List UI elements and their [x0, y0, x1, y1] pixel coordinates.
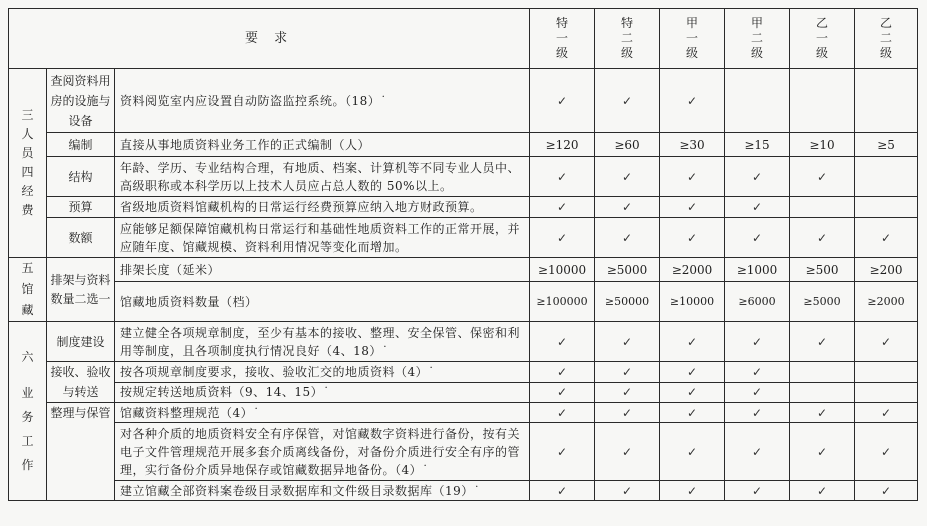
mark-cell: ≥15 — [725, 133, 790, 157]
mark-cell: ✓ — [725, 322, 790, 362]
level-header-b-2: 乙 二 级 — [855, 9, 918, 69]
mark-cell: ✓ — [725, 218, 790, 258]
mark-cell: ✓ — [660, 197, 725, 218]
mark-cell: ✓ — [595, 362, 660, 383]
mark-cell: ✓ — [790, 403, 855, 423]
mark-cell: ✓ — [595, 218, 660, 258]
table-row — [9, 403, 918, 423]
mark-cell — [855, 197, 918, 218]
subcategory-cell: 制度建设 — [47, 322, 115, 362]
level-header-a-2: 甲 二 级 — [725, 9, 790, 69]
subcategory-cell: 编制 — [47, 133, 115, 157]
subcategory-cell: 整理与保管 — [47, 403, 115, 501]
mark-cell: ✓ — [530, 403, 595, 423]
level-header-b-1: 乙 一 级 — [790, 9, 855, 69]
table-row — [9, 423, 918, 481]
mark-cell: ≥50000 — [595, 282, 660, 322]
table-row — [9, 218, 918, 258]
mark-cell: ≥60 — [595, 133, 660, 157]
mark-cell: ≥1000 — [725, 258, 790, 282]
mark-cell: ✓ — [660, 218, 725, 258]
mark-cell: ✓ — [595, 481, 660, 501]
mark-cell: ✓ — [725, 197, 790, 218]
table-row — [9, 282, 918, 322]
subcategory-cell: 结构 — [47, 157, 115, 197]
mark-cell: ≥2000 — [855, 282, 918, 322]
mark-cell: ✓ — [530, 197, 595, 218]
mark-cell: ✓ — [595, 157, 660, 197]
mark-cell: ✓ — [530, 322, 595, 362]
header-row — [9, 9, 918, 69]
mark-cell: ≥10000 — [660, 282, 725, 322]
mark-cell: ✓ — [530, 423, 595, 481]
requirement-cell: 建立馆藏全部资料案卷级目录数据库和文件级目录数据库（19）˙ — [115, 481, 530, 501]
mark-cell: ✓ — [790, 218, 855, 258]
mark-cell: ✓ — [660, 481, 725, 501]
mark-cell: ✓ — [855, 218, 918, 258]
section-label-personnel-funding: 三 人 员 四 经 费 — [9, 69, 47, 258]
level-header-a-1: 甲 一 级 — [660, 9, 725, 69]
requirement-cell: 排架长度（延米） — [115, 258, 530, 282]
table-row — [9, 69, 918, 133]
mark-cell: ✓ — [790, 423, 855, 481]
requirement-cell: 年龄、学历、专业结构合理，有地质、档案、计算机等不同专业人员中、高级职称或本科学历以上技术人员应占总人数的 50%以上。 — [115, 157, 530, 197]
mark-cell — [790, 382, 855, 403]
mark-cell: ≥5000 — [790, 282, 855, 322]
requirement-cell: 应能够足额保障馆藏机构日常运行和基础性地质资料工作的正常开展，并应随年度、馆藏规模、资料利用情况等变化而增加。 — [115, 218, 530, 258]
mark-cell: ✓ — [530, 362, 595, 383]
mark-cell: ✓ — [595, 69, 660, 133]
mark-cell: ≥100000 — [530, 282, 595, 322]
mark-cell: ✓ — [790, 481, 855, 501]
requirement-cell: 资料阅览室内应设置自动防盗监控系统。（18）˙ — [115, 69, 530, 133]
mark-cell: ≥6000 — [725, 282, 790, 322]
mark-cell: ≥2000 — [660, 258, 725, 282]
requirement-cell: 馆藏资料整理规范（4）˙ — [115, 403, 530, 423]
mark-cell: ≥5000 — [595, 258, 660, 282]
requirement-cell: 对各种介质的地质资料安全有序保管，对馆藏数字资料进行备份，按有关电子文件管理规范开展多套介质离线备份，对备份介质进行安全有序的管理，实行备份介质异地保存或馆藏数据异地备份。（4）˙ — [115, 423, 530, 481]
mark-cell: ✓ — [595, 322, 660, 362]
mark-cell — [790, 69, 855, 133]
mark-cell: ✓ — [530, 481, 595, 501]
mark-cell — [855, 362, 918, 383]
mark-cell: ≥500 — [790, 258, 855, 282]
mark-cell: ✓ — [790, 157, 855, 197]
subcategory-cell: 查阅资料用房的设施与设备 — [47, 69, 115, 133]
mark-cell: ✓ — [595, 423, 660, 481]
mark-cell — [855, 157, 918, 197]
mark-cell: ✓ — [725, 157, 790, 197]
mark-cell: ≥200 — [855, 258, 918, 282]
mark-cell: ✓ — [595, 382, 660, 403]
mark-cell — [790, 362, 855, 383]
mark-cell — [790, 197, 855, 218]
mark-cell: ≥120 — [530, 133, 595, 157]
subcategory-cell: 排架与资料数量二选一 — [47, 258, 115, 322]
table-row — [9, 133, 918, 157]
mark-cell: ✓ — [855, 481, 918, 501]
mark-cell: ✓ — [530, 157, 595, 197]
subcategory-cell: 预算 — [47, 197, 115, 218]
mark-cell: ≥30 — [660, 133, 725, 157]
requirement-cell: 建立健全各项规章制度，至少有基本的接收、整理、安全保管、保密和利用等制度，且各项制度执行情况良好（4、18）˙ — [115, 322, 530, 362]
mark-cell: ✓ — [530, 382, 595, 403]
table-row — [9, 382, 918, 403]
requirements-header: 要 求 — [9, 9, 530, 69]
mark-cell: ✓ — [660, 157, 725, 197]
table-row — [9, 322, 918, 362]
level-header-special-2: 特 二 级 — [595, 9, 660, 69]
mark-cell — [855, 69, 918, 133]
section-label-operations: 六 业 务 工 作 — [9, 322, 47, 501]
requirement-cell: 直接从事地质资料业务工作的正式编制（人） — [115, 133, 530, 157]
mark-cell: ✓ — [595, 403, 660, 423]
requirement-cell: 按各项规章制度要求，接收、验收汇交的地质资料（4）˙ — [115, 362, 530, 383]
mark-cell: ✓ — [725, 481, 790, 501]
level-header-special-1: 特 一 级 — [530, 9, 595, 69]
mark-cell: ✓ — [855, 403, 918, 423]
mark-cell: ✓ — [725, 423, 790, 481]
mark-cell — [855, 382, 918, 403]
requirements-table — [8, 8, 918, 501]
mark-cell: ✓ — [530, 218, 595, 258]
mark-cell: ✓ — [660, 322, 725, 362]
mark-cell: ≥5 — [855, 133, 918, 157]
mark-cell — [725, 69, 790, 133]
mark-cell: ✓ — [660, 382, 725, 403]
mark-cell: ≥10000 — [530, 258, 595, 282]
mark-cell: ✓ — [790, 322, 855, 362]
section-label-collection: 五 馆 藏 — [9, 258, 47, 322]
mark-cell: ✓ — [660, 69, 725, 133]
requirement-cell: 馆藏地质资料数量（档） — [115, 282, 530, 322]
mark-cell: ✓ — [855, 423, 918, 481]
table-row — [9, 157, 918, 197]
mark-cell: ✓ — [595, 197, 660, 218]
requirement-cell: 按规定转送地质资料（9、14、15）˙ — [115, 382, 530, 403]
table-row — [9, 197, 918, 218]
mark-cell: ✓ — [725, 362, 790, 383]
table-row — [9, 258, 918, 282]
mark-cell: ✓ — [530, 69, 595, 133]
subcategory-cell: 数额 — [47, 218, 115, 258]
table-row — [9, 362, 918, 383]
mark-cell: ✓ — [660, 362, 725, 383]
mark-cell: ≥10 — [790, 133, 855, 157]
requirement-cell: 省级地质资料馆藏机构的日常运行经费预算应纳入地方财政预算。 — [115, 197, 530, 218]
mark-cell: ✓ — [725, 382, 790, 403]
table-row — [9, 481, 918, 501]
mark-cell: ✓ — [725, 403, 790, 423]
mark-cell: ✓ — [660, 403, 725, 423]
mark-cell: ✓ — [855, 322, 918, 362]
subcategory-cell: 接收、验收与转送 — [47, 362, 115, 403]
mark-cell: ✓ — [660, 423, 725, 481]
